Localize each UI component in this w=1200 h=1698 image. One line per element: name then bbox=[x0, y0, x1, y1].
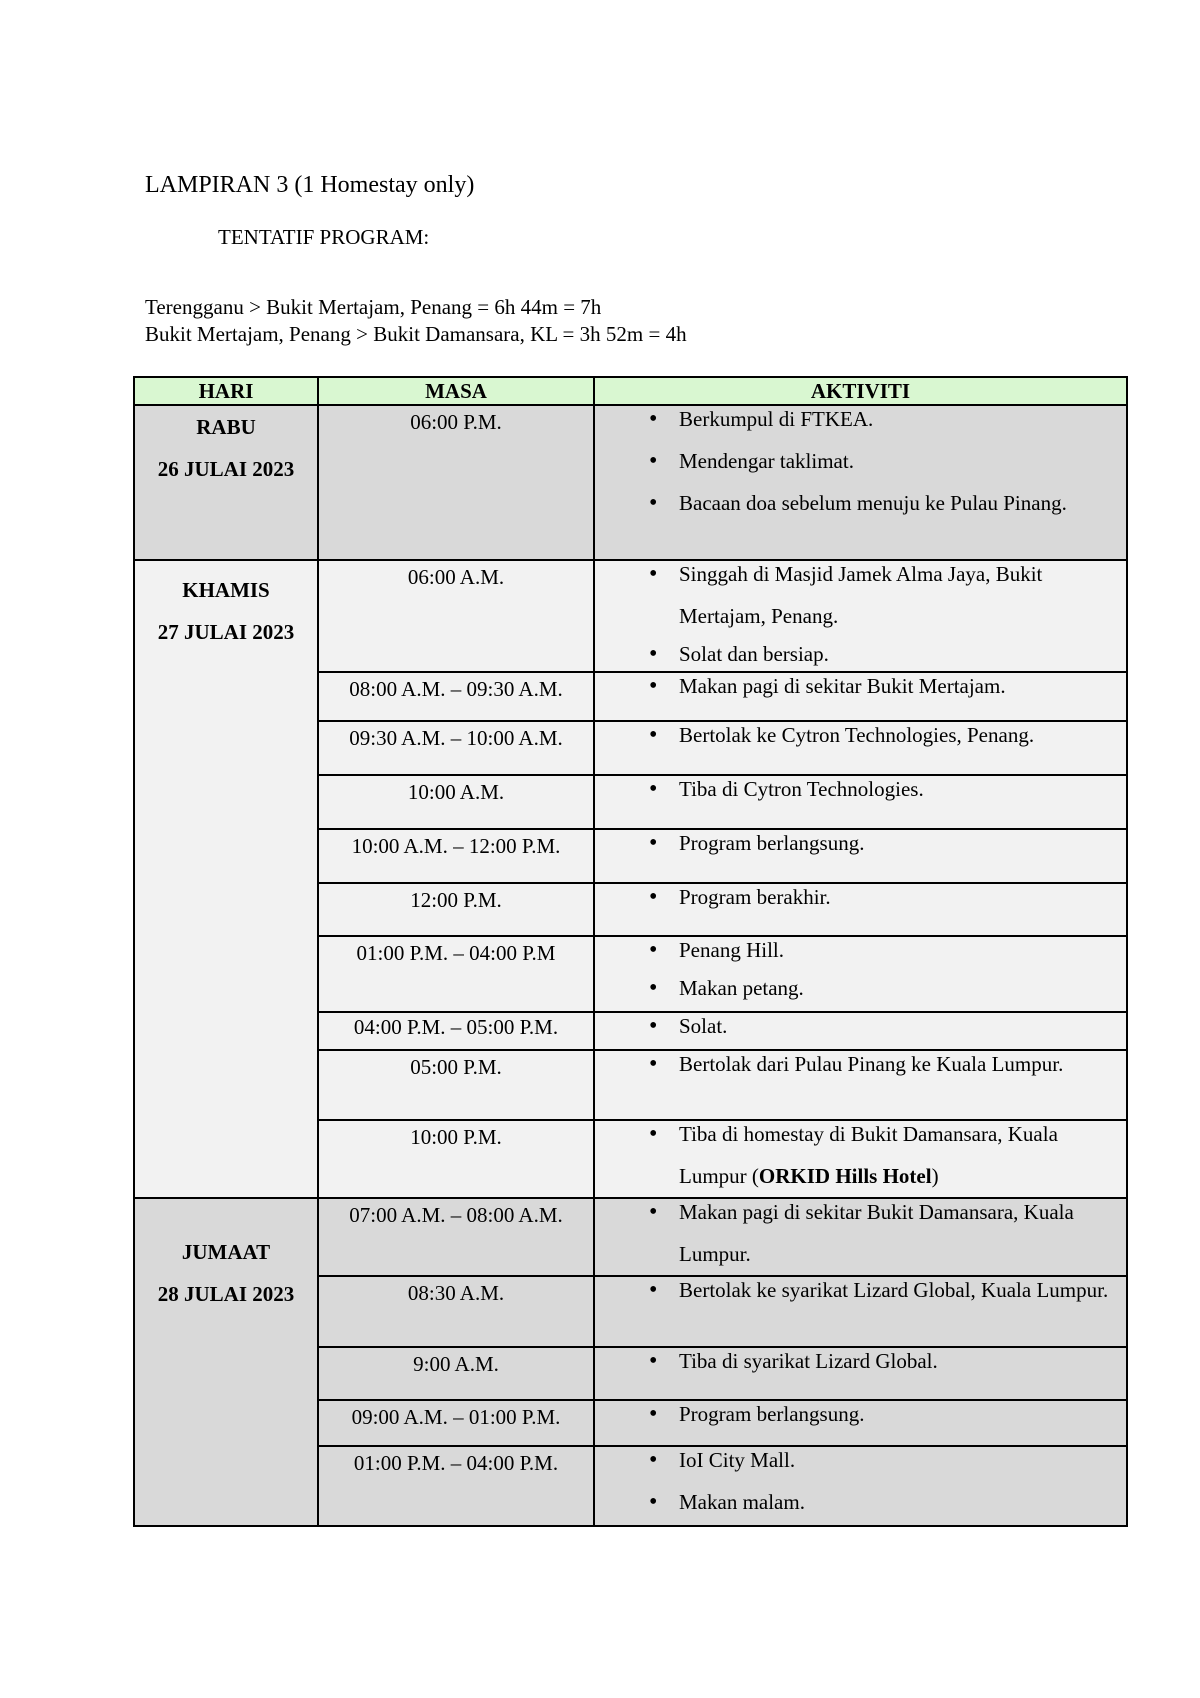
day-cell bbox=[134, 560, 318, 1198]
activity-cell bbox=[594, 1276, 1127, 1347]
activity-item: • Penang Hill. bbox=[647, 929, 1126, 971]
time-cell: 10:00 A.M. bbox=[318, 775, 594, 829]
time-cell: 04:00 P.M. – 05:00 P.M. bbox=[318, 1012, 594, 1050]
hotel-name: ORKID Hills Hotel bbox=[758, 1164, 932, 1188]
day-name: JUMAAT bbox=[181, 1240, 271, 1264]
activity-item: • Bertolak dari Pulau Pinang ke Kuala Lumpur. bbox=[647, 1043, 1126, 1085]
activity-item: • Mendengar taklimat. bbox=[647, 440, 1126, 482]
time-cell: 06:00 P.M. bbox=[318, 405, 594, 560]
header-masa: MASA bbox=[318, 377, 594, 405]
activity-item: • IoI City Mall. bbox=[647, 1439, 1126, 1481]
activity-item: • Singgah di Masjid Jamek Alma Jaya, Bukit Mertajam, Penang. bbox=[647, 553, 1126, 637]
time-cell: 07:00 A.M. – 08:00 A.M. bbox=[318, 1198, 594, 1276]
activity-item: • Makan petang. bbox=[647, 971, 1126, 1005]
activity-cell bbox=[594, 829, 1127, 883]
time-cell: 9:00 A.M. bbox=[318, 1347, 594, 1400]
table-row bbox=[134, 405, 1127, 560]
day-cell bbox=[134, 405, 318, 560]
time-cell: 06:00 A.M. bbox=[318, 560, 594, 672]
time-cell: 10:00 P.M. bbox=[318, 1120, 594, 1198]
activity-cell bbox=[594, 1446, 1127, 1526]
activity-item: • Bacaan doa sebelum menuju ke Pulau Pinang. bbox=[647, 482, 1126, 524]
table-row bbox=[134, 1198, 1127, 1276]
time-cell: 09:30 A.M. – 10:00 A.M. bbox=[318, 721, 594, 775]
activity-cell bbox=[594, 936, 1127, 1012]
time-cell: 10:00 A.M. – 12:00 P.M. bbox=[318, 829, 594, 883]
day-name: RABU bbox=[196, 415, 256, 439]
route-line: Bukit Mertajam, Penang > Bukit Damansara, KL = 3h 52m = 4h bbox=[145, 322, 687, 346]
time-cell: 01:00 P.M. – 04:00 P.M bbox=[318, 936, 594, 1012]
activity-cell bbox=[594, 560, 1127, 672]
time-cell: 09:00 A.M. – 01:00 P.M. bbox=[318, 1400, 594, 1446]
activity-item: • Makan pagi di sekitar Bukit Damansara, Kuala Lumpur. bbox=[647, 1191, 1126, 1275]
day-date: 26 JULAI 2023 bbox=[157, 457, 295, 481]
activity-cell bbox=[594, 721, 1127, 775]
program-subtitle: TENTATIF PROGRAM: bbox=[218, 225, 430, 249]
schedule-table bbox=[133, 376, 1128, 1527]
activity-item: • Solat. bbox=[647, 1009, 1126, 1043]
activity-cell bbox=[594, 1198, 1127, 1276]
header-hari: HARI bbox=[134, 377, 318, 405]
day-date: 27 JULAI 2023 bbox=[157, 620, 295, 644]
activity-item: • Program berlangsung. bbox=[647, 822, 1126, 864]
activity-item: • Makan malam. bbox=[647, 1481, 1126, 1523]
activity-item: • Tiba di Cytron Technologies. bbox=[647, 768, 1126, 810]
table-row bbox=[134, 560, 1127, 672]
activity-item: • Bertolak ke Cytron Technologies, Penang. bbox=[647, 714, 1126, 756]
header-aktiviti: AKTIVITI bbox=[594, 377, 1127, 405]
day-date: 28 JULAI 2023 bbox=[157, 1282, 295, 1306]
activity-item: • Program berlangsung. bbox=[647, 1393, 1126, 1435]
page-title: LAMPIRAN 3 (1 Homestay only) bbox=[145, 172, 475, 198]
activity-item: • Solat dan bersiap. bbox=[647, 637, 1126, 671]
route-line: Terengganu > Bukit Mertajam, Penang = 6h 44m = 7h bbox=[145, 295, 602, 319]
time-cell: 01:00 P.M. – 04:00 P.M. bbox=[318, 1446, 594, 1526]
day-cell bbox=[134, 1198, 318, 1526]
day-name: KHAMIS bbox=[182, 578, 270, 602]
time-cell: 08:00 A.M. – 09:30 A.M. bbox=[318, 672, 594, 721]
activity-cell bbox=[594, 1120, 1127, 1198]
activity-item: • Tiba di homestay di Bukit Damansara, Kuala Lumpur (ORKID Hills Hotel) bbox=[647, 1113, 1126, 1197]
time-cell: 12:00 P.M. bbox=[318, 883, 594, 936]
activity-cell bbox=[594, 775, 1127, 829]
activity-cell bbox=[594, 405, 1127, 560]
time-cell: 08:30 A.M. bbox=[318, 1276, 594, 1347]
activity-item: • Bertolak ke syarikat Lizard Global, Kuala Lumpur. bbox=[647, 1269, 1126, 1311]
activity-item: • Tiba di syarikat Lizard Global. bbox=[647, 1340, 1126, 1382]
activity-item: • Program berakhir. bbox=[647, 876, 1126, 918]
activity-item: • Berkumpul di FTKEA. bbox=[647, 398, 1126, 440]
time-cell: 05:00 P.M. bbox=[318, 1050, 594, 1120]
activity-item: • Makan pagi di sekitar Bukit Mertajam. bbox=[647, 665, 1126, 707]
activity-cell bbox=[594, 1050, 1127, 1120]
